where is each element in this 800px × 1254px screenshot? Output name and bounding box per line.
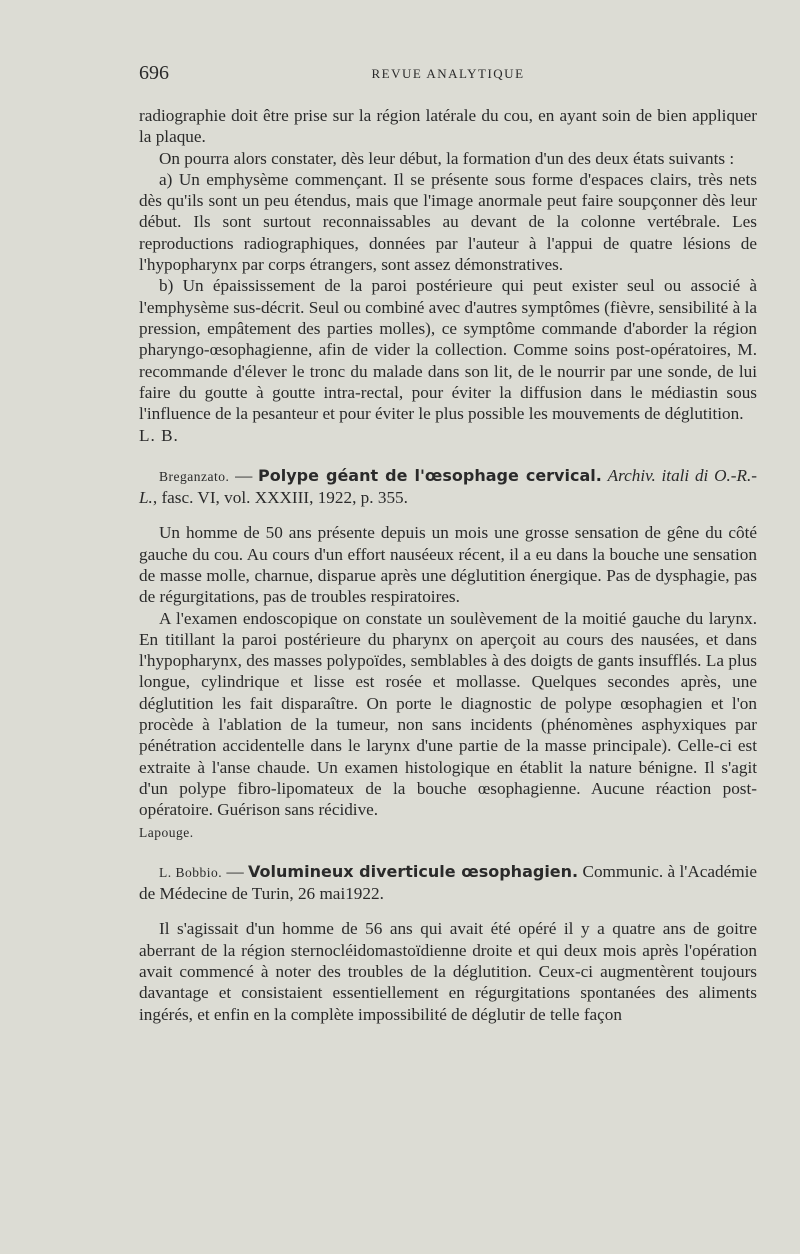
page-number: 696	[139, 62, 169, 84]
review2-paragraph-2: A l'examen endoscopique on constate un soulèvement de la moitié gauche du larynx. En titillant la paroi postérieure du pharynx on aperçoit au cours des nausées, et dans l'hypopharynx, des masses polypoïdes, semblables à des doigts de gants insufflés. La plus longue, cylindrique et lisse est rosée et mollasse. Quelques secondes après, une déglutition les fait disparaître. On porte le diagnostic de polype œsophagien et l'on procède à l'ablation de la tumeur, non sans incidents (phénomènes asphyxiques par pénétration accidentelle dans le larynx d'une partie de la masse principale). Celle-ci est extraite à l'anse chaude. Un examen histologique en établit la nature bénigne. Il s'agit d'un polype fibro-lipomateux de la bouche œsophagienne. Aucune réaction post-opératoire. Guérison sans récidive.	[139, 608, 757, 820]
body-text	[139, 105, 757, 1025]
review1-paragraph-2: On pourra alors constater, dès leur début, la formation d'un des deux états suivants :	[159, 148, 735, 168]
review3-title: Volumineux diverticule œsophagien.	[248, 861, 579, 881]
review1-paragraph-4: b) Un épaississement de la paroi postérieure qui peut exister seul ou associé à l'emphysème sus-décrit. Seul ou combiné avec d'autres symptômes (fièvre, sensibilité à la pression, empâtement des parties molles), ce symptôme commande d'aborder la région pharyngo-œsophagienne, afin de vider la collection. Comme soins post-opératoires, M. recommande d'élever le tronc du malade dans son lit, de le nourrir par une sonde, de lui faire du goutte à goutte intra-rectal, pour éviter la diffusion dans le médiastin sous l'influence de la pesanteur et pour éviter le plus possible les mouvements de déglutition.	[139, 276, 757, 424]
running-title: REVUE ANALYTIQUE	[371, 66, 525, 81]
section-gap	[139, 904, 757, 918]
review2-author: Breganzato.	[159, 468, 230, 484]
review3-author: L. Bobbio.	[159, 864, 223, 880]
section-gap	[139, 843, 757, 861]
section-gap	[139, 508, 757, 522]
review2-paragraph-1: Un homme de 50 ans présente depuis un mois une grosse sensation de gêne du côté gauche du cou. Au cours d'un effort nauséeux récent, il a eu dans la bouche une sensation de masse molle, charnue, disparue après une déglutition énergique. Pas de dysphagie, pas de régurgitations, pas de troubles respiratoires.	[139, 523, 757, 607]
review2-dash: —	[229, 465, 259, 485]
review3-citation: Communic. à l'Académie de Médecine de Turin, 26 mai1922.	[139, 861, 758, 904]
review2-journal: Archiv. itali di O.-R.-L.	[139, 465, 758, 508]
review2-heading	[139, 465, 757, 509]
review3-heading	[139, 861, 757, 905]
review2-signature: Lapouge.	[139, 824, 194, 840]
page-header	[139, 62, 757, 86]
review1-paragraph-1: radiographie doit être prise sur la région latérale du cou, en ayant soin de bien appliquer la plaque.	[139, 106, 757, 147]
review1-signature: L. B.	[139, 426, 179, 446]
section-gap	[139, 447, 757, 465]
review3-paragraph-1: Il s'agissait d'un homme de 56 ans qui avait été opéré il y a quatre ans de goitre aberrant de la région sternocléidomastoïdienne droite et qui deux mois après l'opération avait commencé à noter des troubles de la déglutition. Ceux-ci augmentèrent toujours davantage et consistaient essentiellement en régurgitations spontanées des aliments ingérés, et enfin en la complète impossibilité de déglutir de telle façon	[139, 919, 757, 1024]
review2-title: Polype géant de l'œsophage cervical.	[258, 465, 602, 485]
review1-paragraph-3: a) Un emphysème commençant. Il se présente sous forme d'espaces clairs, très nets dès qu'ils sont un peu étendus, mais que l'image anormale peut faire soupçonner dès leur début. Ils sont surtout reconnaissables au devant de la colonne vertébrale. Les reproductions radiographiques, données par l'auteur à l'appui de quatre lésions de l'hypopharynx par corps étrangers, sont assez démonstratives.	[139, 169, 757, 275]
review3-dash: —	[222, 861, 249, 881]
review2-citation: , fasc. VI, vol. XXXIII, 1922, p. 355.	[152, 488, 408, 508]
